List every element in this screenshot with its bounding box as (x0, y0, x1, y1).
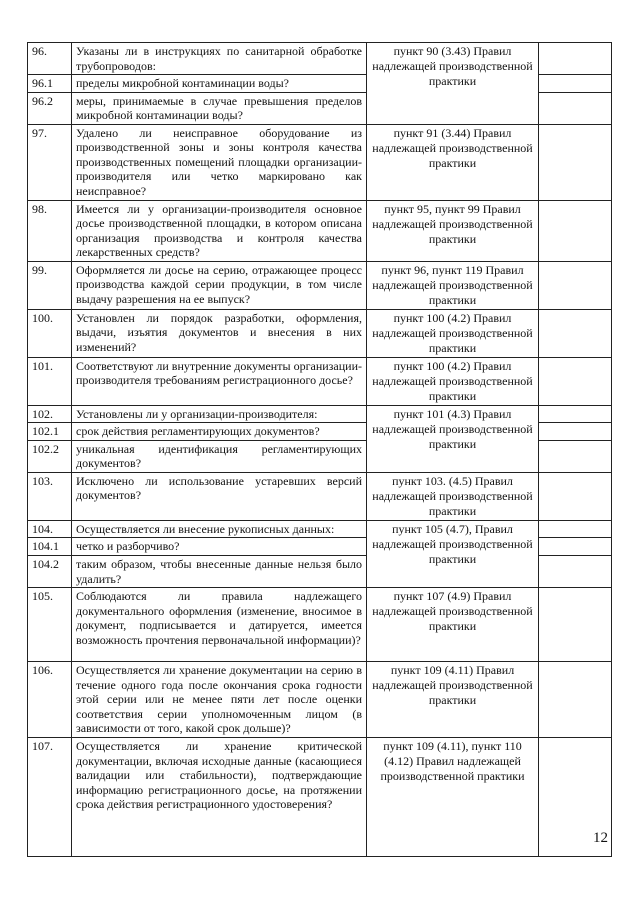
answer-cell[interactable] (539, 309, 612, 357)
item-number: 100. (28, 309, 72, 357)
item-number: 104. (28, 520, 72, 538)
item-reference: пункт 96, пункт 119 Правил надлежащей производственной практики (367, 261, 539, 309)
page-number: 12 (593, 830, 608, 846)
table-row (28, 357, 612, 405)
item-question: таким образом, чтобы внесенные данные нельзя было удалить? (72, 556, 367, 588)
item-reference: пункт 105 (4.7), Правил надлежащей производственной практики (367, 520, 539, 588)
item-question: Удалено ли неисправное оборудование из производственной зоны и зоны контроля качества производственных помещений площадки организации-производителя или четко маркировано как неисправное? (72, 124, 367, 200)
item-number: 103. (28, 472, 72, 520)
item-number: 102.1 (28, 423, 72, 441)
table-row (28, 472, 612, 520)
answer-cell[interactable] (539, 200, 612, 261)
item-number: 105. (28, 588, 72, 662)
item-reference: пункт 109 (4.11) Правил надлежащей производственной практики (367, 662, 539, 738)
answer-cell[interactable] (539, 261, 612, 309)
item-question: меры, принимаемые в случае превышения пределов микробной контаминации воды? (72, 92, 367, 124)
item-reference: пункт 109 (4.11), пункт 110 (4.12) Правил надлежащей производственной практики (367, 738, 539, 857)
item-question: Соответствуют ли внутренние документы организации-производителя требованиям регистрационного досье? (72, 357, 367, 405)
item-number: 104.1 (28, 538, 72, 556)
checklist-table (27, 42, 612, 857)
item-reference: пункт 101 (4.3) Правил надлежащей производственной практики (367, 405, 539, 472)
item-question: уникальная идентификация регламентирующих документов? (72, 440, 367, 472)
item-question: четко и разборчиво? (72, 538, 367, 556)
item-question: Указаны ли в инструкциях по санитарной обработке трубопроводов: (72, 43, 367, 75)
item-number: 97. (28, 124, 72, 200)
answer-cell[interactable] (539, 357, 612, 405)
item-reference: пункт 91 (3.44) Правил надлежащей производственной практики (367, 124, 539, 200)
item-reference: пункт 103. (4.5) Правил надлежащей производственной практики (367, 472, 539, 520)
answer-cell[interactable] (539, 92, 612, 124)
table-row (28, 43, 612, 75)
item-reference: пункт 95, пункт 99 Правил надлежащей производственной практики (367, 200, 539, 261)
item-reference: пункт 100 (4.2) Правил надлежащей производственной практики (367, 309, 539, 357)
answer-cell[interactable] (539, 423, 612, 441)
item-question: Оформляется ли досье на серию, отражающее процесс производства каждой серии продукции, в том числе выдачу разрешения на ее выпуск? (72, 261, 367, 309)
item-number: 96. (28, 43, 72, 75)
item-number: 101. (28, 357, 72, 405)
item-question: Исключено ли использование устаревших версий документов? (72, 472, 367, 520)
item-number: 102. (28, 405, 72, 423)
item-question: Осуществляется ли хранение критической документации, включая исходные данные (касающиеся валидации или стабильности), подтверждающие информацию регистрационного досье, на протяжении срока действия регистрационного удостоверения? (72, 738, 367, 857)
item-question: срок действия регламентирующих документов? (72, 423, 367, 441)
item-question: пределы микробной контаминации воды? (72, 75, 367, 93)
answer-cell[interactable] (539, 556, 612, 588)
answer-cell[interactable] (539, 440, 612, 472)
answer-cell[interactable] (539, 538, 612, 556)
item-reference: пункт 107 (4.9) Правил надлежащей производственной практики (367, 588, 539, 662)
answer-cell[interactable] (539, 520, 612, 538)
item-number: 102.2 (28, 440, 72, 472)
item-question: Имеется ли у организации-производителя основное досье производственной площадки, в котором описана организация производства и контроля качества лекарственных средств? (72, 200, 367, 261)
answer-cell[interactable] (539, 43, 612, 75)
answer-cell[interactable] (539, 662, 612, 738)
item-reference: пункт 90 (3.43) Правил надлежащей производственной практики (367, 43, 539, 125)
item-question: Осуществляется ли хранение документации на серию в течение одного года после окончания срока годности этой серии или не менее пяти лет после оценки соответствия серии уполномоченным лицом (в зависимости от того, какой срок дольше)? (72, 662, 367, 738)
item-number: 96.1 (28, 75, 72, 93)
item-number: 107. (28, 738, 72, 857)
table-row (28, 405, 612, 423)
item-number: 99. (28, 261, 72, 309)
item-number: 96.2 (28, 92, 72, 124)
answer-cell[interactable] (539, 588, 612, 662)
item-number: 104.2 (28, 556, 72, 588)
table-row (28, 124, 612, 200)
answer-cell[interactable] (539, 405, 612, 423)
item-question: Установлен ли порядок разработки, оформления, выдачи, изъятия документов и внесения в них изменений? (72, 309, 367, 357)
table-row (28, 738, 612, 857)
item-reference: пункт 100 (4.2) Правил надлежащей производственной практики (367, 357, 539, 405)
table-row (28, 588, 612, 662)
table-row (28, 261, 612, 309)
item-question: Осуществляется ли внесение рукописных данных: (72, 520, 367, 538)
table-row (28, 662, 612, 738)
item-question: Установлены ли у организации-производителя: (72, 405, 367, 423)
table-row (28, 309, 612, 357)
table-row (28, 520, 612, 538)
item-number: 98. (28, 200, 72, 261)
item-number: 106. (28, 662, 72, 738)
answer-cell[interactable] (539, 124, 612, 200)
answer-cell[interactable] (539, 472, 612, 520)
answer-cell[interactable] (539, 75, 612, 93)
table-row (28, 200, 612, 261)
item-question: Соблюдаются ли правила надлежащего документального оформления (изменение, вносимое в документ, подписывается и датируется, имеется возможность прочтения первоначальной информации)? (72, 588, 367, 662)
